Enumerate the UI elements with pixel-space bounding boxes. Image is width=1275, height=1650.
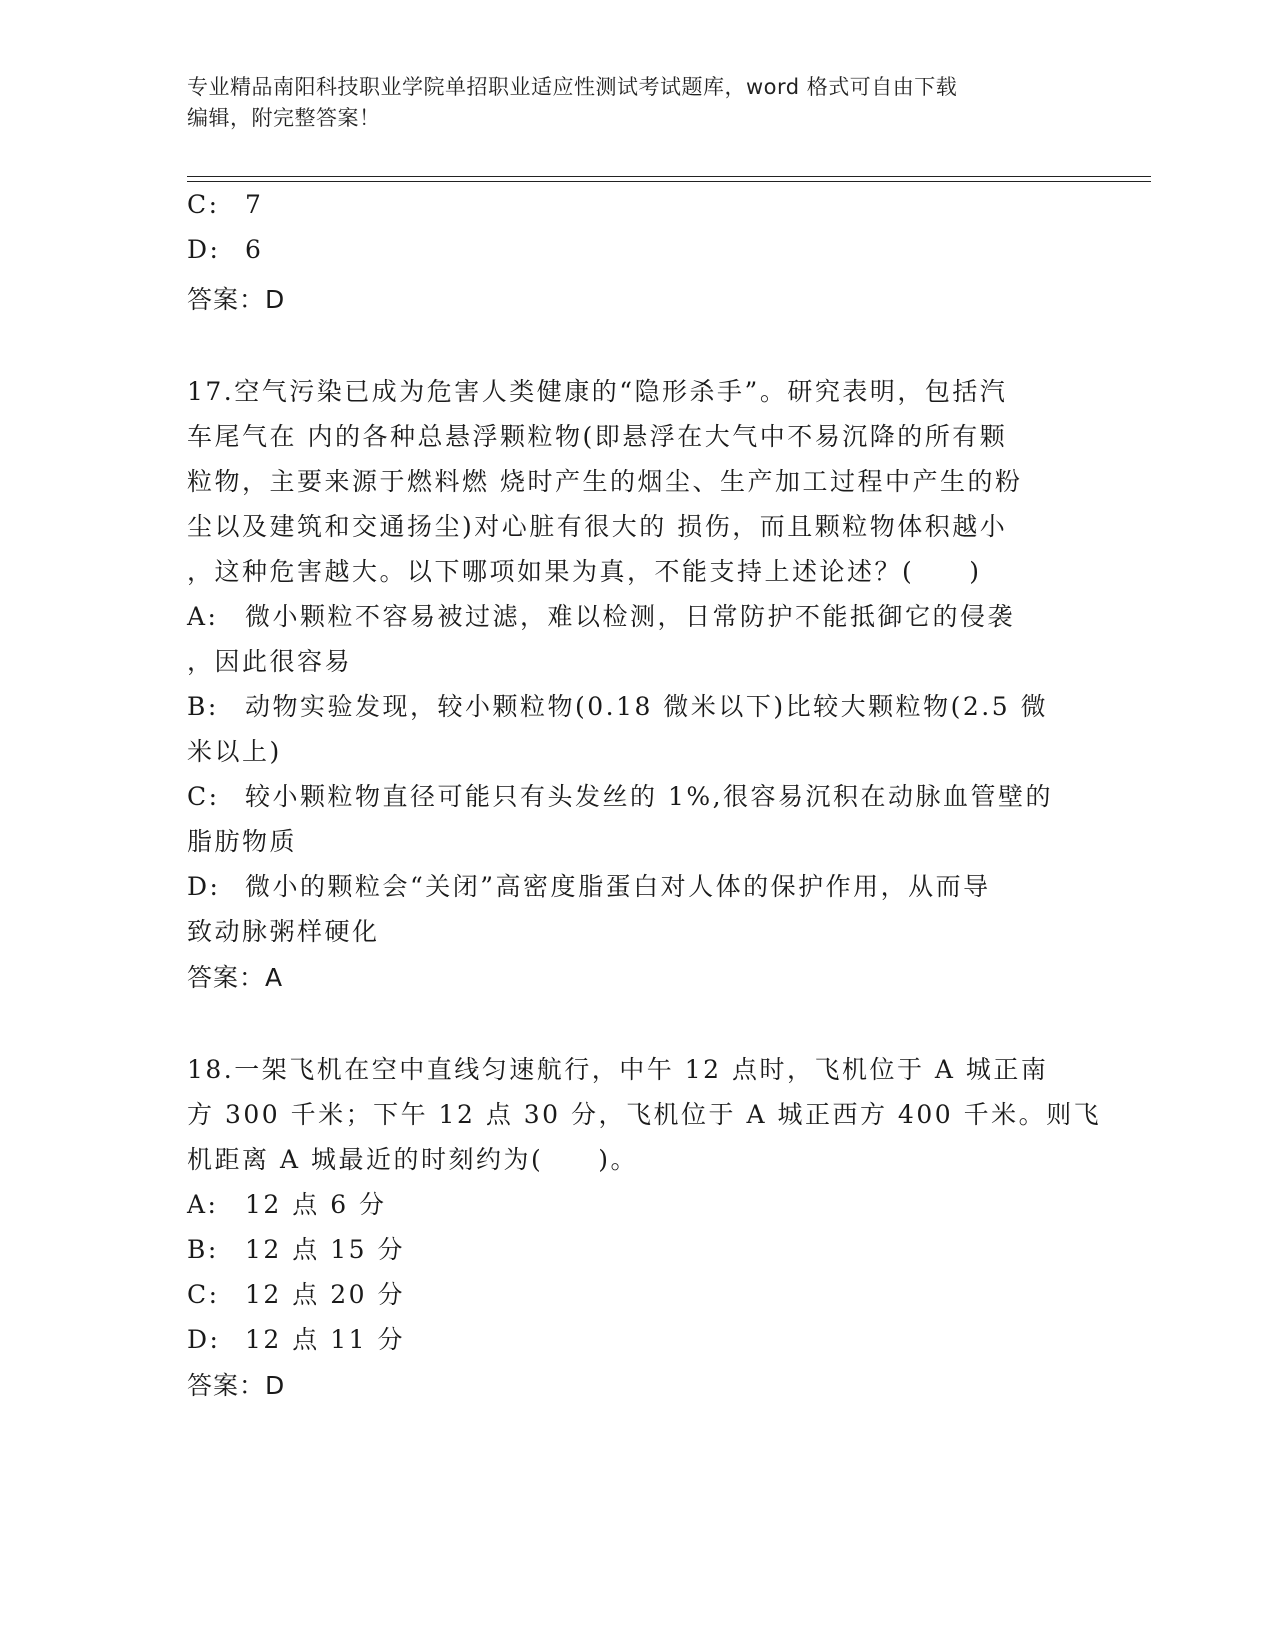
q17-stem-line-5: ，这种危害越大。以下哪项如果为真，不能支持上述论述？( ) [187,557,982,586]
header-line-2: 编辑，附完整答案！ [187,106,381,130]
q18-option-c [187,1275,405,1311]
q17-option-b [187,687,1048,723]
option-text: 较小颗粒物直径可能只有头发丝的 1%,很容易沉积在动脉血管壁的 [245,782,1054,811]
q18-option-b [187,1230,405,1266]
q17-stem-line-2: 车尾气在 内的各种总悬浮颗粒物(即悬浮在大气中不易沉降的所有颗 [187,422,1008,451]
prev-option-d [187,235,263,264]
q17-option-b-cont: 米以上) [187,737,282,766]
option-label: D: [187,235,221,264]
option-label: C: [187,782,220,811]
option-text: 微小颗粒不容易被过滤，难以检测，日常防护不能抵御它的侵袭 [245,602,1016,631]
option-label: D: [187,1325,221,1354]
q18-answer: 答案：D [187,1371,286,1400]
q17-option-a [187,597,1015,633]
prev-answer: 答案：D [187,285,286,314]
option-label: A: [187,1190,219,1219]
option-text: 6 [245,235,264,264]
option-label: B: [187,1235,219,1264]
header-rule-bottom [187,181,1151,182]
option-text: 12 点 11 分 [245,1325,405,1354]
q17-answer: 答案：A [187,963,284,992]
q17-stem-line-1: 17.空气污染已成为危害人类健康的“隐形杀手”。研究表明，包括汽 [187,377,1008,406]
option-label: D: [187,872,221,901]
q17-option-d-cont: 致动脉粥样硬化 [187,917,380,946]
q18-stem-line-3: 机距离 A 城最近的时刻约为( )。 [187,1145,638,1174]
q17-option-c [187,777,1053,813]
q18-stem-line-2: 方 300 千米；下午 12 点 30 分，飞机位于 A 城正西方 400 千米。则飞 [187,1100,1102,1129]
option-text: 12 点 15 分 [245,1235,405,1264]
prev-option-c [187,190,263,219]
q18-option-d [187,1320,405,1356]
document-header [187,72,1087,134]
header-rule-top [187,176,1151,177]
option-label: A: [187,602,219,631]
q17-stem-line-4: 尘以及建筑和交通扬尘)对心脏有很大的 损伤，而且颗粒物体积越小 [187,512,1008,541]
option-text: 12 点 6 分 [245,1190,387,1219]
q17-option-c-cont: 脂肪物质 [187,827,298,856]
q17-stem-line-3: 粒物，主要来源于燃料燃 烧时产生的烟尘、生产加工过程中产生的粉 [187,467,1023,496]
option-text: 微小的颗粒会“关闭”高密度脂蛋白对人体的保护作用，从而导 [245,872,991,901]
option-text: 7 [245,190,264,219]
q18-stem-line-1: 18.一架飞机在空中直线匀速航行，中午 12 点时，飞机位于 A 城正南 [187,1055,1049,1084]
option-label: C: [187,1280,220,1309]
option-label: C: [187,190,220,219]
q18-option-a [187,1185,387,1221]
q17-option-a-cont: ，因此很容易 [187,647,353,676]
q17-option-d [187,867,991,903]
option-text: 动物实验发现，较小颗粒物(0.18 微米以下)比较大颗粒物(2.5 微 [245,692,1049,721]
option-label: B: [187,692,219,721]
header-line-1: 专业精品南阳科技职业学院单招职业适应性测试考试题库，word 格式可自由下载 [187,75,958,99]
option-text: 12 点 20 分 [245,1280,405,1309]
